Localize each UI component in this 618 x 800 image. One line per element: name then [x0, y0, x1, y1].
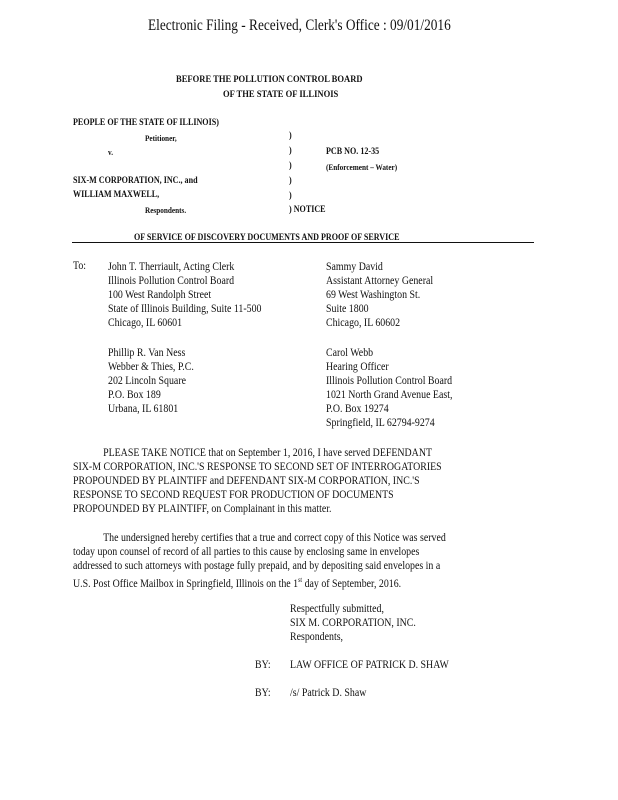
- caption-paren: ): [289, 146, 292, 156]
- board-heading-line1: BEFORE THE POLLUTION CONTROL BOARD: [176, 75, 363, 85]
- paragraph-line: PROPOUNDED BY PLAINTIFF and DEFENDANT SIX-M CORPORATION, INC.'S: [73, 475, 420, 487]
- document-title: OF SERVICE OF DISCOVERY DOCUMENTS AND PROOF OF SERVICE: [134, 233, 400, 243]
- caption-versus: v.: [108, 147, 114, 157]
- caption-paren: ): [289, 161, 292, 171]
- certify-text: day of September, 2016.: [302, 577, 402, 590]
- paragraph-line: [73, 573, 446, 591]
- address-line: Webber & Thies, P.C.: [108, 361, 194, 373]
- board-heading-line2: OF THE STATE OF ILLINOIS: [223, 90, 339, 100]
- address-line: State of Illinois Building, Suite 11-500: [108, 303, 262, 315]
- recipient-van-ness: [108, 346, 194, 416]
- address-line: P.O. Box 19274: [326, 403, 389, 415]
- caption-respondents: Respondents.: [145, 205, 187, 215]
- address-line: Urbana, IL 61801: [108, 403, 179, 415]
- certify-text: U.S. Post Office Mailbox in Springfield, Illinois on the 1: [73, 577, 299, 590]
- address-line: Suite 1800: [326, 303, 369, 315]
- case-type: (Enforcement – Water): [326, 162, 398, 172]
- caption-defendant-2: WILLIAM MAXWELL,: [73, 190, 160, 200]
- signature-line: Respondents,: [290, 631, 344, 643]
- recipient-attorney-general: [326, 260, 433, 330]
- caption-petitioner: Petitioner,: [145, 133, 177, 143]
- address-line: Hearing Officer: [326, 361, 389, 373]
- address-line: P.O. Box 189: [108, 389, 161, 401]
- address-line: 1021 North Grand Avenue East,: [326, 389, 453, 401]
- address-line: Carol Webb: [326, 347, 374, 359]
- paragraph-line: RESPONSE TO SECOND REQUEST FOR PRODUCTION OF DOCUMENTS: [73, 489, 394, 501]
- caption-paren: ): [289, 131, 292, 141]
- law-firm: LAW OFFICE OF PATRICK D. SHAW: [290, 659, 449, 671]
- paragraph-line: today upon counsel of record of all parties to this cause by enclosing same in envelopes: [73, 546, 420, 558]
- address-line: Illinois Pollution Control Board: [108, 275, 235, 287]
- address-line: Sammy David: [326, 261, 383, 273]
- electronic-signature: /s/ Patrick D. Shaw: [290, 687, 367, 699]
- caption-paren: ): [289, 191, 292, 201]
- title-underline: [72, 242, 534, 243]
- certify-paragraph: [73, 531, 446, 591]
- address-line: Phillip R. Van Ness: [108, 347, 186, 359]
- address-line: Chicago, IL 60602: [326, 317, 401, 329]
- address-line: 69 West Washington St.: [326, 289, 421, 301]
- address-line: Assistant Attorney General: [326, 275, 434, 287]
- caption-plaintiff: PEOPLE OF THE STATE OF ILLINOIS): [73, 118, 219, 128]
- address-line: 100 West Randolph Street: [108, 289, 212, 301]
- caption-paren: ): [289, 176, 292, 186]
- paragraph-line: SIX-M CORPORATION, INC.'S RESPONSE TO SECOND SET OF INTERROGATORIES: [73, 461, 442, 473]
- paragraph-line: The undersigned hereby certifies that a true and correct copy of this Notice was served: [103, 532, 446, 544]
- caption-defendant-1: SIX-M CORPORATION, INC., and: [73, 176, 198, 186]
- address-line: John T. Therriault, Acting Clerk: [108, 261, 235, 273]
- signature-block: [290, 602, 416, 644]
- by-label: BY:: [255, 687, 271, 699]
- paragraph-line: PLEASE TAKE NOTICE that on September 1, 2016, I have served DEFENDANT: [103, 447, 433, 459]
- caption-notice: ) NOTICE: [289, 205, 326, 215]
- by-label: BY:: [255, 659, 271, 671]
- recipient-hearing-officer: [326, 346, 452, 430]
- address-line: 202 Lincoln Square: [108, 375, 187, 387]
- case-number: PCB NO. 12-35: [326, 147, 380, 157]
- address-line: Illinois Pollution Control Board: [326, 375, 453, 387]
- notice-paragraph: [73, 446, 442, 516]
- recipient-clerk: [108, 260, 261, 330]
- to-label: To:: [73, 260, 87, 272]
- signature-line: SIX M. CORPORATION, INC.: [290, 617, 416, 629]
- paragraph-line: PROPOUNDED BY PLAINTIFF, on Complainant in this matter.: [73, 503, 332, 515]
- address-line: Springfield, IL 62794-9274: [326, 417, 435, 429]
- ordinal-suffix: st: [298, 576, 303, 584]
- address-line: Chicago, IL 60601: [108, 317, 183, 329]
- paragraph-line: addressed to such attorneys with postage fully prepaid, and by depositing said envelopes in a: [73, 560, 441, 572]
- filing-stamp: Electronic Filing - Received, Clerk's Office : 09/01/2016: [148, 17, 451, 34]
- signature-line: Respectfully submitted,: [290, 603, 384, 615]
